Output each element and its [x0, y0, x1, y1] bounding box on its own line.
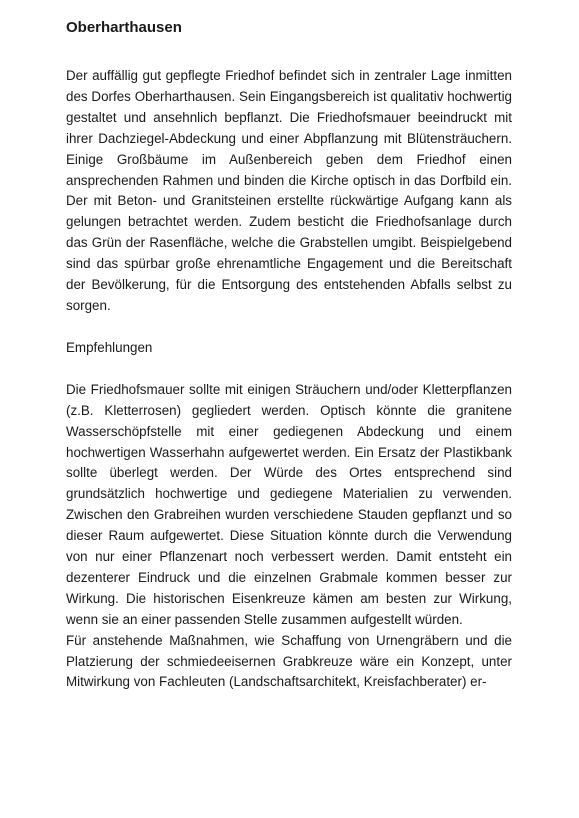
measures-paragraph: Für anstehende Maßnahmen, wie Schaffung von Urnengräbern und die Platzierung der schmiedeeisernen Grabkreuze wäre ein Konzept, unter Mitwirkung von Fachleuten (Landschaftsarchitekt, Kreisfachberater) er-	[66, 632, 512, 690]
intro-paragraph: Der auffällig gut gepflegte Friedhof befindet sich in zentraler Lage inmitten des Dorfes Oberharthausen. Sein Eingangsbereich ist qualitativ hochwertig gestaltet und ansehnlich bepflanzt. Die Friedhofsmauer beeindruckt mit ihrer Dachziegel-Abdeckung und einer Abpflanzung mit Blütensträuchern. Einige Großbäume im Außenbereich geben dem Friedhof einen ansprechenden Rahmen und binden die Kirche optisch in das Dorfbild ein. Der mit Beton- und Granitsteinen erstellte rückwärtige Aufgang kann als gelungen betrachtet werden. Zudem besticht die Friedhofsanlage durch das Grün der Rasenfläche, welche die Grabstellen umgibt. Beispielgebend sind das spürbar große ehrenamtliche Engagement und die Bereitschaft der Bevölkerung, für die Entsorgung des entstehenden Abfalls selbst zu sorgen.	[66, 68, 512, 313]
document-page	[66, 18, 512, 693]
section-heading-recommendations: Empfehlungen	[66, 339, 153, 355]
recommendations-paragraph: Die Friedhofsmauer sollte mit einigen Sträuchern und/oder Kletterpflanzen (z.B. Kletterrosen) gegliedert werden. Optisch könnte die granitene Wasserschöpfstelle mit einer gediegenen Abdeckung und einem hochwertigen Wasserhahn aufgewertet werden. Ein Ersatz der Plastikbank sollte überlegt werden. Der Würde des Ortes entsprechend sind grundsätzlich hochwertige und gediegene Materialien zu verwenden. Zwischen den Grabreihen wurden verschiedene Stauden gepflanzt und so dieser Raum aufgewertet. Diese Situation könnte durch die Verwendung von nur einer Pflanzenart noch verbessert werden. Damit entsteht ein dezenterer Eindruck und die einzelnen Grabmale kommen besser zur Wirkung. Die historischen Eisenkreuze kämen am besten zur Wirkung, wenn sie an einer passenden Stelle zusammen aufgestellt würden.	[66, 381, 512, 627]
page-title: Oberharthausen	[66, 19, 182, 36]
